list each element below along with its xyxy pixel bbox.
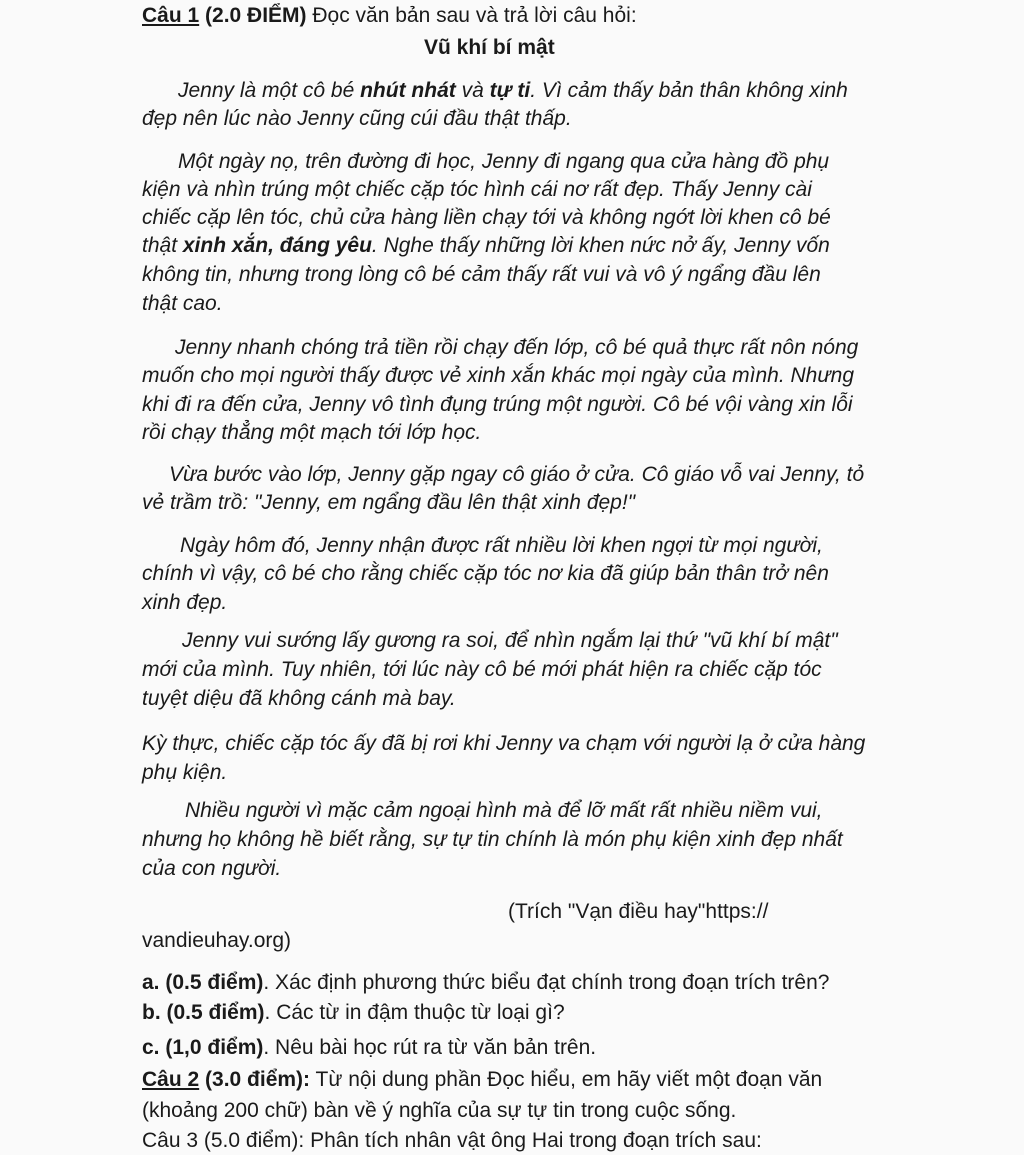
story-line: Ngày hôm đó, Jenny nhận được rất nhiều lời khen ngợi từ mọi người, <box>180 534 823 557</box>
question-2-points: (3.0 điểm): <box>199 1068 311 1091</box>
story-line: Jenny là một cô bé nhút nhát và tự ti. Vì cảm thấy bản thân không xinh <box>178 79 848 102</box>
story-line: phụ kiện. <box>142 761 228 784</box>
bold-word-nhut-nhat: nhút nhát <box>360 79 456 102</box>
source-citation: (Trích "Vạn điều hay"https:// <box>508 900 769 923</box>
question-1-label: Câu 1 <box>142 4 200 27</box>
story-line: chính vì vậy, cô bé cho rằng chiếc cặp tóc nơ kia đã giúp bản thân trở nên <box>142 562 829 585</box>
story-line: muốn cho mọi người thấy được vẻ xinh xắn khác mọi ngày của mình. Nhưng <box>142 364 855 387</box>
question-2-continued: (khoảng 200 chữ) bàn về ý nghĩa của sự tự tin trong cuộc sống. <box>142 1099 737 1122</box>
story-line: kiện và nhìn trúng một chiếc cặp tóc hình cái nơ rất đẹp. Thấy Jenny cài <box>142 178 812 201</box>
story-line: Kỳ thực, chiếc cặp tóc ấy đã bị rơi khi Jenny va chạm với người lạ ở cửa hàng <box>142 732 866 755</box>
story-line: xinh đẹp. <box>142 591 228 614</box>
story-title: Vũ khí bí mật <box>424 36 555 59</box>
question-1-instruction: Đọc văn bản sau và trả lời câu hỏi: <box>306 4 637 27</box>
story-line: mới của mình. Tuy nhiên, tới lúc này cô bé mới phát hiện ra chiếc cặp tóc <box>142 658 822 681</box>
story-line: rồi chạy thẳng một mạch tới lớp học. <box>142 421 482 444</box>
story-line: khi đi ra đến cửa, Jenny vô tình đụng trúng một người. Cô bé vội vàng xin lỗi <box>142 393 853 416</box>
question-2-label: Câu 2 <box>142 1068 200 1091</box>
story-line: tuyệt diệu đã không cánh mà bay. <box>142 687 456 710</box>
question-2: Câu 2 (3.0 điểm): Từ nội dung phần Đọc hiểu, em hãy viết một đoạn văn <box>142 1068 823 1091</box>
bold-word-tu-ti: tự ti <box>489 79 531 102</box>
story-line: nhưng họ không hề biết rằng, sự tự tin chính là món phụ kiện xinh đẹp nhất <box>142 828 843 851</box>
story-line: thật xinh xắn, đáng yêu. Nghe thấy những lời khen nức nở ấy, Jenny vốn <box>142 234 830 257</box>
question-c: c. (1,0 điểm). Nêu bài học rút ra từ văn bản trên. <box>142 1036 597 1059</box>
bold-word-xinh-xan: xinh xắn, đáng yêu <box>182 234 372 257</box>
story-line: đẹp nên lúc nào Jenny cũng cúi đầu thật thấp. <box>142 107 572 130</box>
question-b-label: b. (0.5 điểm) <box>142 1001 265 1024</box>
question-1-points: (2.0 ĐIỂM) <box>199 4 307 27</box>
story-line: Jenny vui sướng lấy gương ra soi, để nhìn ngắm lại thứ "vũ khí bí mật" <box>182 629 838 652</box>
story-line: thật cao. <box>142 292 223 315</box>
story-line: Vừa bước vào lớp, Jenny gặp ngay cô giáo ở cửa. Cô giáo vỗ vai Jenny, tỏ <box>169 463 865 486</box>
story-line: Nhiều người vì mặc cảm ngoại hình mà để lỡ mất rất nhiều niềm vui, <box>185 799 823 822</box>
source-citation-url: vandieuhay.org) <box>142 929 292 952</box>
story-line: của con người. <box>142 857 282 880</box>
question-3-partial: Câu 3 (5.0 điểm): Phân tích nhân vật ông Hai trong đoạn trích sau: <box>142 1129 762 1152</box>
story-line: không tin, nhưng trong lòng cô bé cảm thấy rất vui và vô ý ngẩng đầu lên <box>142 263 821 286</box>
story-line: vẻ trầm trồ: "Jenny, em ngẩng đầu lên thật xinh đẹp!" <box>142 491 636 514</box>
question-b: b. (0.5 điểm). Các từ in đậm thuộc từ loại gì? <box>142 1001 565 1024</box>
question-c-label: c. (1,0 điểm) <box>142 1036 264 1059</box>
question-1-header <box>142 2 637 30</box>
question-a: a. (0.5 điểm). Xác định phương thức biểu đạt chính trong đoạn trích trên? <box>142 971 830 994</box>
story-line: Jenny nhanh chóng trả tiền rồi chạy đến lớp, cô bé quả thực rất nôn nóng <box>175 336 859 359</box>
story-line: Một ngày nọ, trên đường đi học, Jenny đi ngang qua cửa hàng đồ phụ <box>178 150 830 173</box>
question-a-label: a. (0.5 điểm) <box>142 971 264 994</box>
story-line: chiếc cặp lên tóc, chủ cửa hàng liền chạy tới và không ngớt lời khen cô bé <box>142 206 831 229</box>
